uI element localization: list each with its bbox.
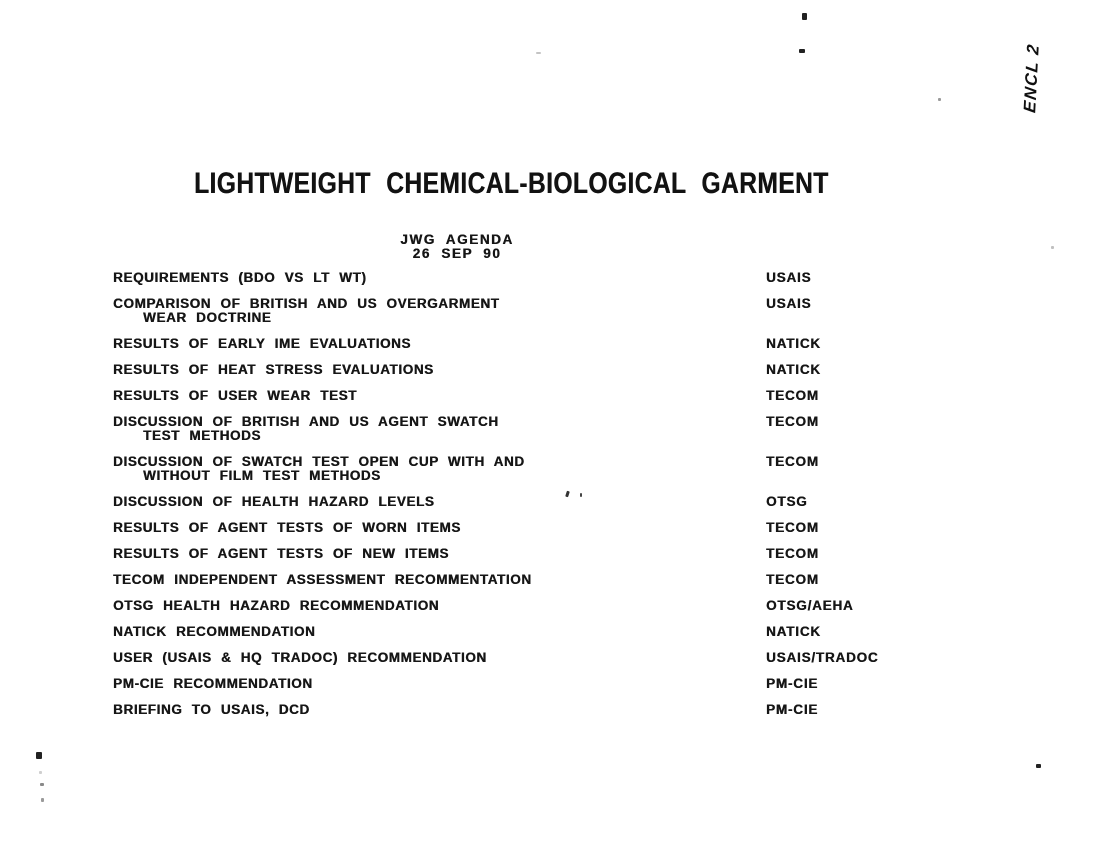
agenda-item-org: PM-CIE xyxy=(766,676,819,691)
agenda-item-row xyxy=(113,495,1013,509)
agenda-item-org: NATICK xyxy=(766,362,821,377)
agenda-item-line: NATICK RECOMMENDATION xyxy=(113,624,316,639)
agenda-item-row xyxy=(113,455,1013,483)
agenda-item-line: DISCUSSION OF BRITISH AND US AGENT SWATCH xyxy=(113,414,499,429)
agenda-item-text xyxy=(113,599,1013,613)
agenda-item-text xyxy=(113,363,1013,377)
agenda-item-row xyxy=(113,521,1013,535)
agenda-item-org: USAIS xyxy=(766,270,812,285)
scan-speck xyxy=(1036,764,1041,768)
agenda-item-row xyxy=(113,703,1013,717)
agenda-item-text xyxy=(113,389,1013,403)
agenda-item-text xyxy=(113,271,1013,285)
agenda-item-row xyxy=(113,415,1013,443)
agenda-item-text xyxy=(113,573,1013,587)
agenda-item-text xyxy=(113,495,1013,509)
agenda-item-row xyxy=(113,547,1013,561)
agenda-item-row xyxy=(113,651,1013,665)
agenda-item-text xyxy=(113,703,1013,717)
agenda-item-row xyxy=(113,389,1013,403)
scan-speck xyxy=(799,49,805,53)
agenda-item-org: TECOM xyxy=(766,414,819,429)
agenda-item-line: RESULTS OF AGENT TESTS OF WORN ITEMS xyxy=(113,520,461,535)
agenda-item-org: NATICK xyxy=(766,624,821,639)
agenda-item-text xyxy=(113,547,1013,561)
scan-speck xyxy=(938,98,941,101)
agenda-item-line: REQUIREMENTS (BDO VS LT WT) xyxy=(113,270,367,285)
scan-speck xyxy=(36,752,42,759)
agenda-item-line: COMPARISON OF BRITISH AND US OVERGARMENT xyxy=(113,296,500,311)
agenda-item-line: BRIEFING TO USAIS, DCD xyxy=(113,702,310,717)
agenda-item-org: OTSG xyxy=(766,494,808,509)
meeting-header xyxy=(352,233,562,261)
agenda-item-text xyxy=(113,297,1013,325)
agenda-item-line: RESULTS OF EARLY IME EVALUATIONS xyxy=(113,336,411,351)
agenda-item-line: WEAR DOCTRINE xyxy=(143,310,272,325)
agenda-item-line: DISCUSSION OF HEALTH HAZARD LEVELS xyxy=(113,494,435,509)
agenda-item-text xyxy=(113,455,1013,483)
agenda-item-text xyxy=(113,415,1013,443)
agenda-item-line: USER (USAIS & HQ TRADOC) RECOMMENDATION xyxy=(113,650,487,665)
scan-speck xyxy=(40,783,44,786)
agenda-item-line: RESULTS OF AGENT TESTS OF NEW ITEMS xyxy=(113,546,450,561)
agenda-item-row xyxy=(113,271,1013,285)
agenda-item-row xyxy=(113,625,1013,639)
agenda-item-row xyxy=(113,363,1013,377)
agenda-item-line: WITHOUT FILM TEST METHODS xyxy=(143,468,381,483)
agenda-item-text xyxy=(113,677,1013,691)
scan-speck xyxy=(580,493,582,497)
agenda-item-row xyxy=(113,677,1013,691)
agenda-item-org: USAIS xyxy=(766,296,812,311)
scan-speck xyxy=(802,13,807,20)
agenda-item-text xyxy=(113,337,1013,351)
agenda-item-line: TECOM INDEPENDENT ASSESSMENT RECOMMENTATION xyxy=(113,572,532,587)
agenda-item-org: NATICK xyxy=(766,336,821,351)
agenda-item-line: PM-CIE RECOMMENDATION xyxy=(113,676,313,691)
agenda-item-line: TEST METHODS xyxy=(143,428,261,443)
agenda-list xyxy=(113,271,1013,729)
agenda-item-row xyxy=(113,573,1013,587)
agenda-item-org: TECOM xyxy=(766,388,819,403)
agenda-item-org: TECOM xyxy=(766,572,819,587)
agenda-item-org: TECOM xyxy=(766,454,819,469)
agenda-item-org: TECOM xyxy=(766,520,819,535)
document-title: LIGHTWEIGHT CHEMICAL-BIOLOGICAL GARMENT xyxy=(194,167,829,200)
scan-speck xyxy=(39,771,42,774)
scan-speck xyxy=(536,52,541,54)
agenda-item-line: DISCUSSION OF SWATCH TEST OPEN CUP WITH AND xyxy=(113,454,525,469)
agenda-item-line: RESULTS OF HEAT STRESS EVALUATIONS xyxy=(113,362,434,377)
scan-speck xyxy=(1051,246,1054,249)
agenda-item-text xyxy=(113,625,1013,639)
agenda-item-org: PM-CIE xyxy=(766,702,819,717)
scan-speck xyxy=(41,798,44,802)
meeting-date: 26 SEP 90 xyxy=(412,246,502,261)
handwritten-encl-note: ENCL 2 xyxy=(1020,41,1043,114)
agenda-item-line: RESULTS OF USER WEAR TEST xyxy=(113,388,358,403)
agenda-item-row xyxy=(113,599,1013,613)
agenda-item-org: USAIS/TRADOC xyxy=(766,650,879,665)
agenda-item-org: TECOM xyxy=(766,546,819,561)
agenda-item-line: OTSG HEALTH HAZARD RECOMMENDATION xyxy=(113,598,440,613)
agenda-item-row xyxy=(113,337,1013,351)
agenda-item-row xyxy=(113,297,1013,325)
agenda-item-text xyxy=(113,521,1013,535)
meeting-name: JWG AGENDA xyxy=(400,232,514,247)
agenda-item-org: OTSG/AEHA xyxy=(766,598,854,613)
